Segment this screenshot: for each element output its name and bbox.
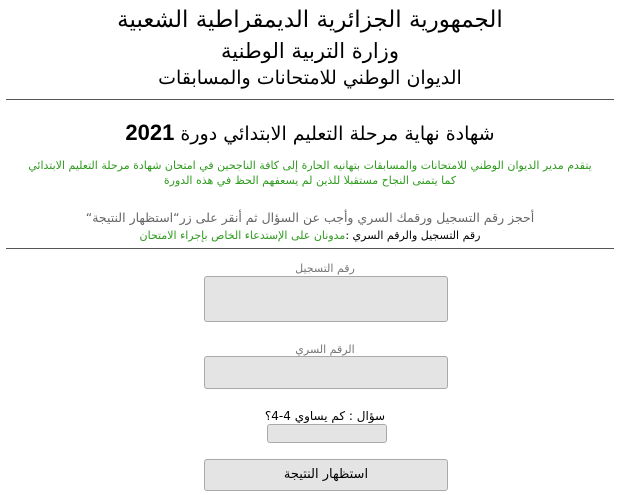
form-divider xyxy=(6,248,614,249)
captcha-answer-input[interactable] xyxy=(267,424,387,443)
instructions-text: أحجز رقم التسجيل ورقمك السري وأجب عن السؤال ثم أنقر على زر“استظهار النتيجة“ xyxy=(85,210,535,225)
secret-number-input[interactable] xyxy=(204,356,448,389)
ministry-title: وزارة التربية الوطنية xyxy=(221,39,399,63)
registration-number-input[interactable] xyxy=(204,276,448,322)
captcha-question: سؤال : كم يساوي 4-4؟ xyxy=(264,409,386,423)
certificate-title xyxy=(0,120,620,147)
header-divider xyxy=(6,99,614,100)
credentials-hint-prefix: رقم التسجيل والرقم السري : xyxy=(345,229,481,242)
registration-number-label: رقم التسجيل xyxy=(295,262,355,275)
certificate-title-text: شهادة نهاية مرحلة التعليم الابتدائي دورة xyxy=(180,123,495,145)
secret-number-label: الرقم السري xyxy=(295,343,355,356)
show-result-button[interactable]: استظهار النتيجة xyxy=(204,459,448,491)
congratulations-line-1: يتقدم مدير الديوان الوطني للامتحانات والمسابقات بتهانيه الحارة إلى كافة الناجحين في امتحان شهادة مرحلة التعليم الابتدائي xyxy=(28,159,592,172)
certificate-year: 2021 xyxy=(125,120,175,145)
office-title: الديوان الوطني للامتحانات والمسابقات xyxy=(158,67,462,89)
congratulations-line-2: كما يتمنى النجاح مستقبلا للذين لم يسعفهم الحظ في هذه الدورة xyxy=(163,174,457,187)
republic-title: الجمهورية الجزائرية الديمقراطية الشعبية xyxy=(117,7,503,33)
congratulations-message xyxy=(20,158,600,188)
credentials-hint xyxy=(10,228,610,243)
credentials-hint-note: مدونان على الإستدعاء الخاص بإجراء الامتحان xyxy=(139,229,346,242)
